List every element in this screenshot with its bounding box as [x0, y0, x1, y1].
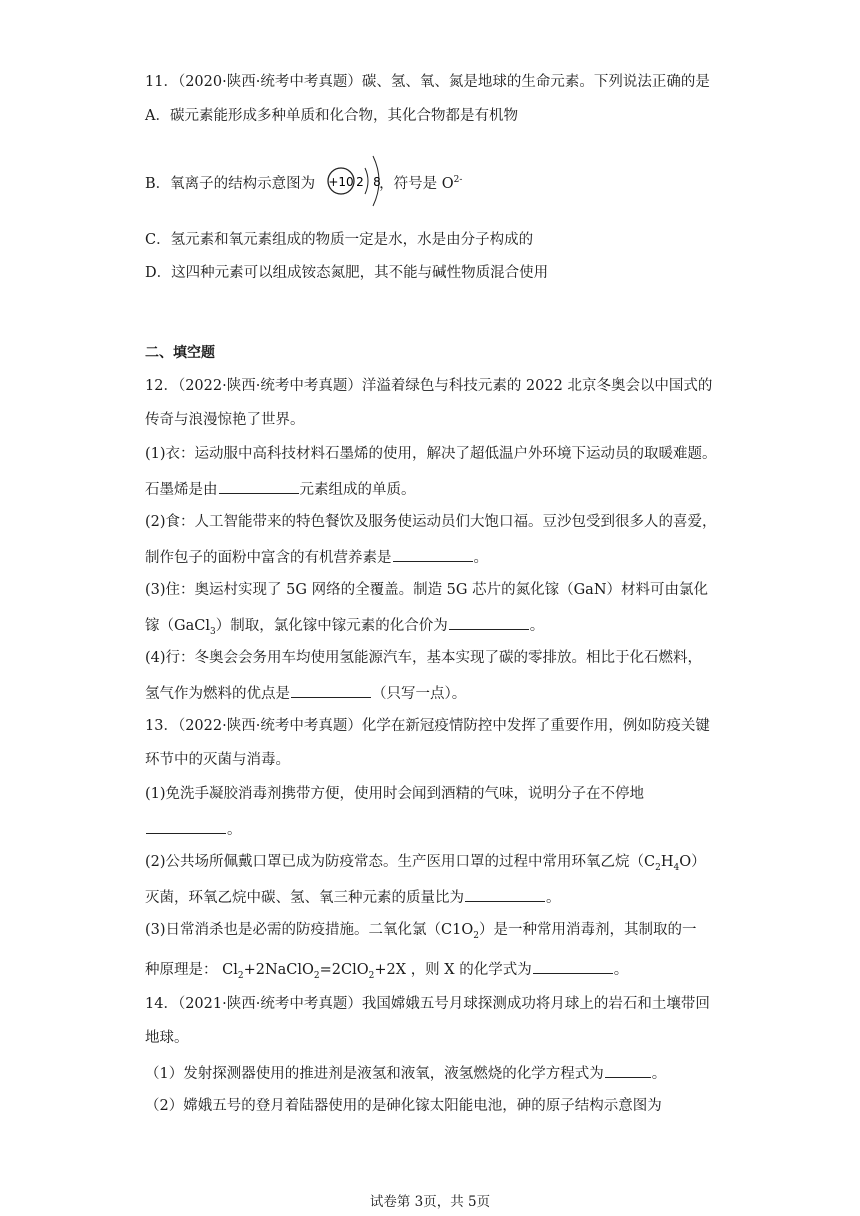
chemical-equation: $Cl_2+2NaClO_2=2ClO_2+2X$: [222, 962, 407, 981]
nucleus-charge: +10: [328, 175, 354, 189]
subscript: 2: [473, 930, 479, 941]
q11-option-b-pre: B．氧离子的结构示意图为: [145, 175, 316, 192]
q12-part3-a: (3)住：奥运村实现了 5G 网络的全覆盖。制造 5G 芯片的氮化镓（GaN）材料可由氯化: [145, 582, 709, 598]
q13-part1-b-post: 。: [227, 822, 242, 838]
q14-stem-2: 地球。: [145, 1030, 189, 1046]
q12-stem-2: 传奇与浪漫惊艳了世界。: [145, 412, 305, 428]
q13-part2-a-pre: (2)公共场所佩戴口罩已成为防疫常态。生产医用口罩的过程中常用环氧乙烷（C: [145, 854, 656, 870]
answer-blank[interactable]: [291, 682, 371, 698]
ion-charge: 2-: [453, 175, 463, 185]
q13-part2-a-post: O）: [679, 854, 706, 870]
formula-h: H: [660, 854, 674, 870]
q14-part1: [145, 1062, 666, 1084]
q11-option-a: A．碳元素能形成多种单质和化合物，其化合物都是有机物: [145, 108, 518, 124]
q13-part2-b-post: 。: [546, 890, 561, 906]
q12-part4-b-post: （只写一点）。: [372, 686, 467, 702]
subscript: 3: [209, 626, 216, 637]
q14-part1-pre: （1）发射探测器使用的推进剂是液氢和液氧，液氢燃烧的化学方程式为: [145, 1066, 604, 1082]
q13-part2-b: [145, 886, 561, 908]
q11-option-b: [145, 170, 462, 194]
q12-part2-b: [145, 546, 488, 568]
subscript: 2: [655, 862, 661, 873]
q12-part3-b: [145, 614, 544, 642]
q12-part1-a: (1)衣：运动服中高科技材料石墨烯的使用，解决了超低温户外环境下运动员的取暖难题。: [145, 446, 717, 462]
q12-part2-a: (2)食：人工智能带来的特色餐饮及服务使运动员们大饱口福。豆沙包受到很多人的喜爱，: [145, 514, 717, 530]
q13-part3-b-mid: ，则 X 的化学式为: [410, 962, 532, 978]
q12-part1-b-pre: 石墨烯是由: [145, 482, 218, 498]
answer-blank[interactable]: [449, 614, 529, 630]
q12-part2-b-post: 。: [473, 550, 488, 566]
q13-part1-a: (1)免洗手凝胶消毒剂携带方便，使用时会闻到酒精的气味，说明分子在不停地: [145, 786, 645, 802]
q11-option-c: C．氢元素和氧元素组成的物质一定是水，水是由分子构成的: [145, 232, 534, 248]
shell-1-electrons: 2: [356, 175, 364, 189]
q12-part4-b-pre: 氢气作为燃料的优点是: [145, 686, 290, 702]
q12-part3-b-post: 。: [529, 618, 545, 634]
q13-part1-b: [145, 818, 242, 840]
q13-part3-b-pre: 种原理是：: [145, 962, 218, 978]
q12-part3-b-pre: 镓（GaCl: [145, 618, 210, 634]
q11-option-b-post: ，符号是 O: [379, 175, 454, 192]
subscript: 4: [673, 862, 680, 873]
q13-part3-a-pre: (3)日常消杀也是必需的防疫措施。二氧化氯（C1O: [145, 922, 474, 938]
q13-part2-b-pre: 灭菌，环氧乙烷中碳、氢、氧三种元素的质量比为: [145, 890, 464, 906]
answer-blank[interactable]: [605, 1062, 651, 1078]
q12-part1-b-post: 元素组成的单质。: [299, 482, 416, 498]
q13-stem-2: 环节中的灭菌与消毒。: [145, 752, 290, 768]
q12-part4-b: [145, 682, 466, 704]
q11-stem: 11．（2020·陕西·统考中考真题）碳、氢、氧、氮是地球的生命元素。下列说法正确的是: [145, 74, 710, 90]
q13-part3-a-post: ）是一种常用消毒剂，其制取的一: [478, 922, 697, 938]
q12-part1-b: [145, 478, 416, 500]
oxygen-ion-structure-diagram: [327, 138, 387, 222]
q12-part2-b-pre: 制作包子的面粉中富含的有机营养素是: [145, 550, 392, 566]
q13-part3-b-post: 。: [613, 962, 629, 978]
q13-part3-a: [145, 920, 696, 946]
q13-part3-b: [145, 958, 628, 986]
q12-part3-b-mid: ）制取，氯化镓中镓元素的化合价为: [215, 618, 448, 634]
section-heading: 二、填空题: [145, 345, 215, 361]
q11-option-d: D．这四种元素可以组成铵态氮肥，其不能与碱性物质混合使用: [145, 265, 549, 281]
q12-stem-1: 12．（2022·陕西·统考中考真题）洋溢着绿色与科技元素的 2022 北京冬奥会以中国式的: [145, 378, 713, 394]
q14-part1-post: 。: [651, 1066, 667, 1082]
q13-stem-1: 13．（2022·陕西·统考中考真题）化学在新冠疫情防控中发挥了重要作用，例如防疫关键: [145, 718, 710, 734]
answer-blank[interactable]: [465, 886, 545, 902]
q14-part2: （2）嫦娥五号的登月着陆器使用的是砷化镓太阳能电池，砷的原子结构示意图为: [145, 1098, 662, 1114]
q12-part4-a: (4)行：冬奥会会务用车均使用氢能源汽车，基本实现了碳的零排放。相比于化石燃料，: [145, 650, 703, 666]
page-footer: 试卷第 3页，共 5页: [369, 1194, 491, 1210]
answer-blank[interactable]: [219, 478, 299, 494]
q14-stem-1: 14．（2021·陕西·统考中考真题）我国嫦娥五号月球探测成功将月球上的岩石和土壤带回: [145, 996, 710, 1012]
answer-blank[interactable]: [533, 958, 613, 974]
shell-2-electrons: 8: [373, 175, 381, 189]
answer-blank[interactable]: [146, 818, 226, 834]
answer-blank[interactable]: [393, 546, 473, 562]
q13-part2-a: [145, 852, 706, 878]
